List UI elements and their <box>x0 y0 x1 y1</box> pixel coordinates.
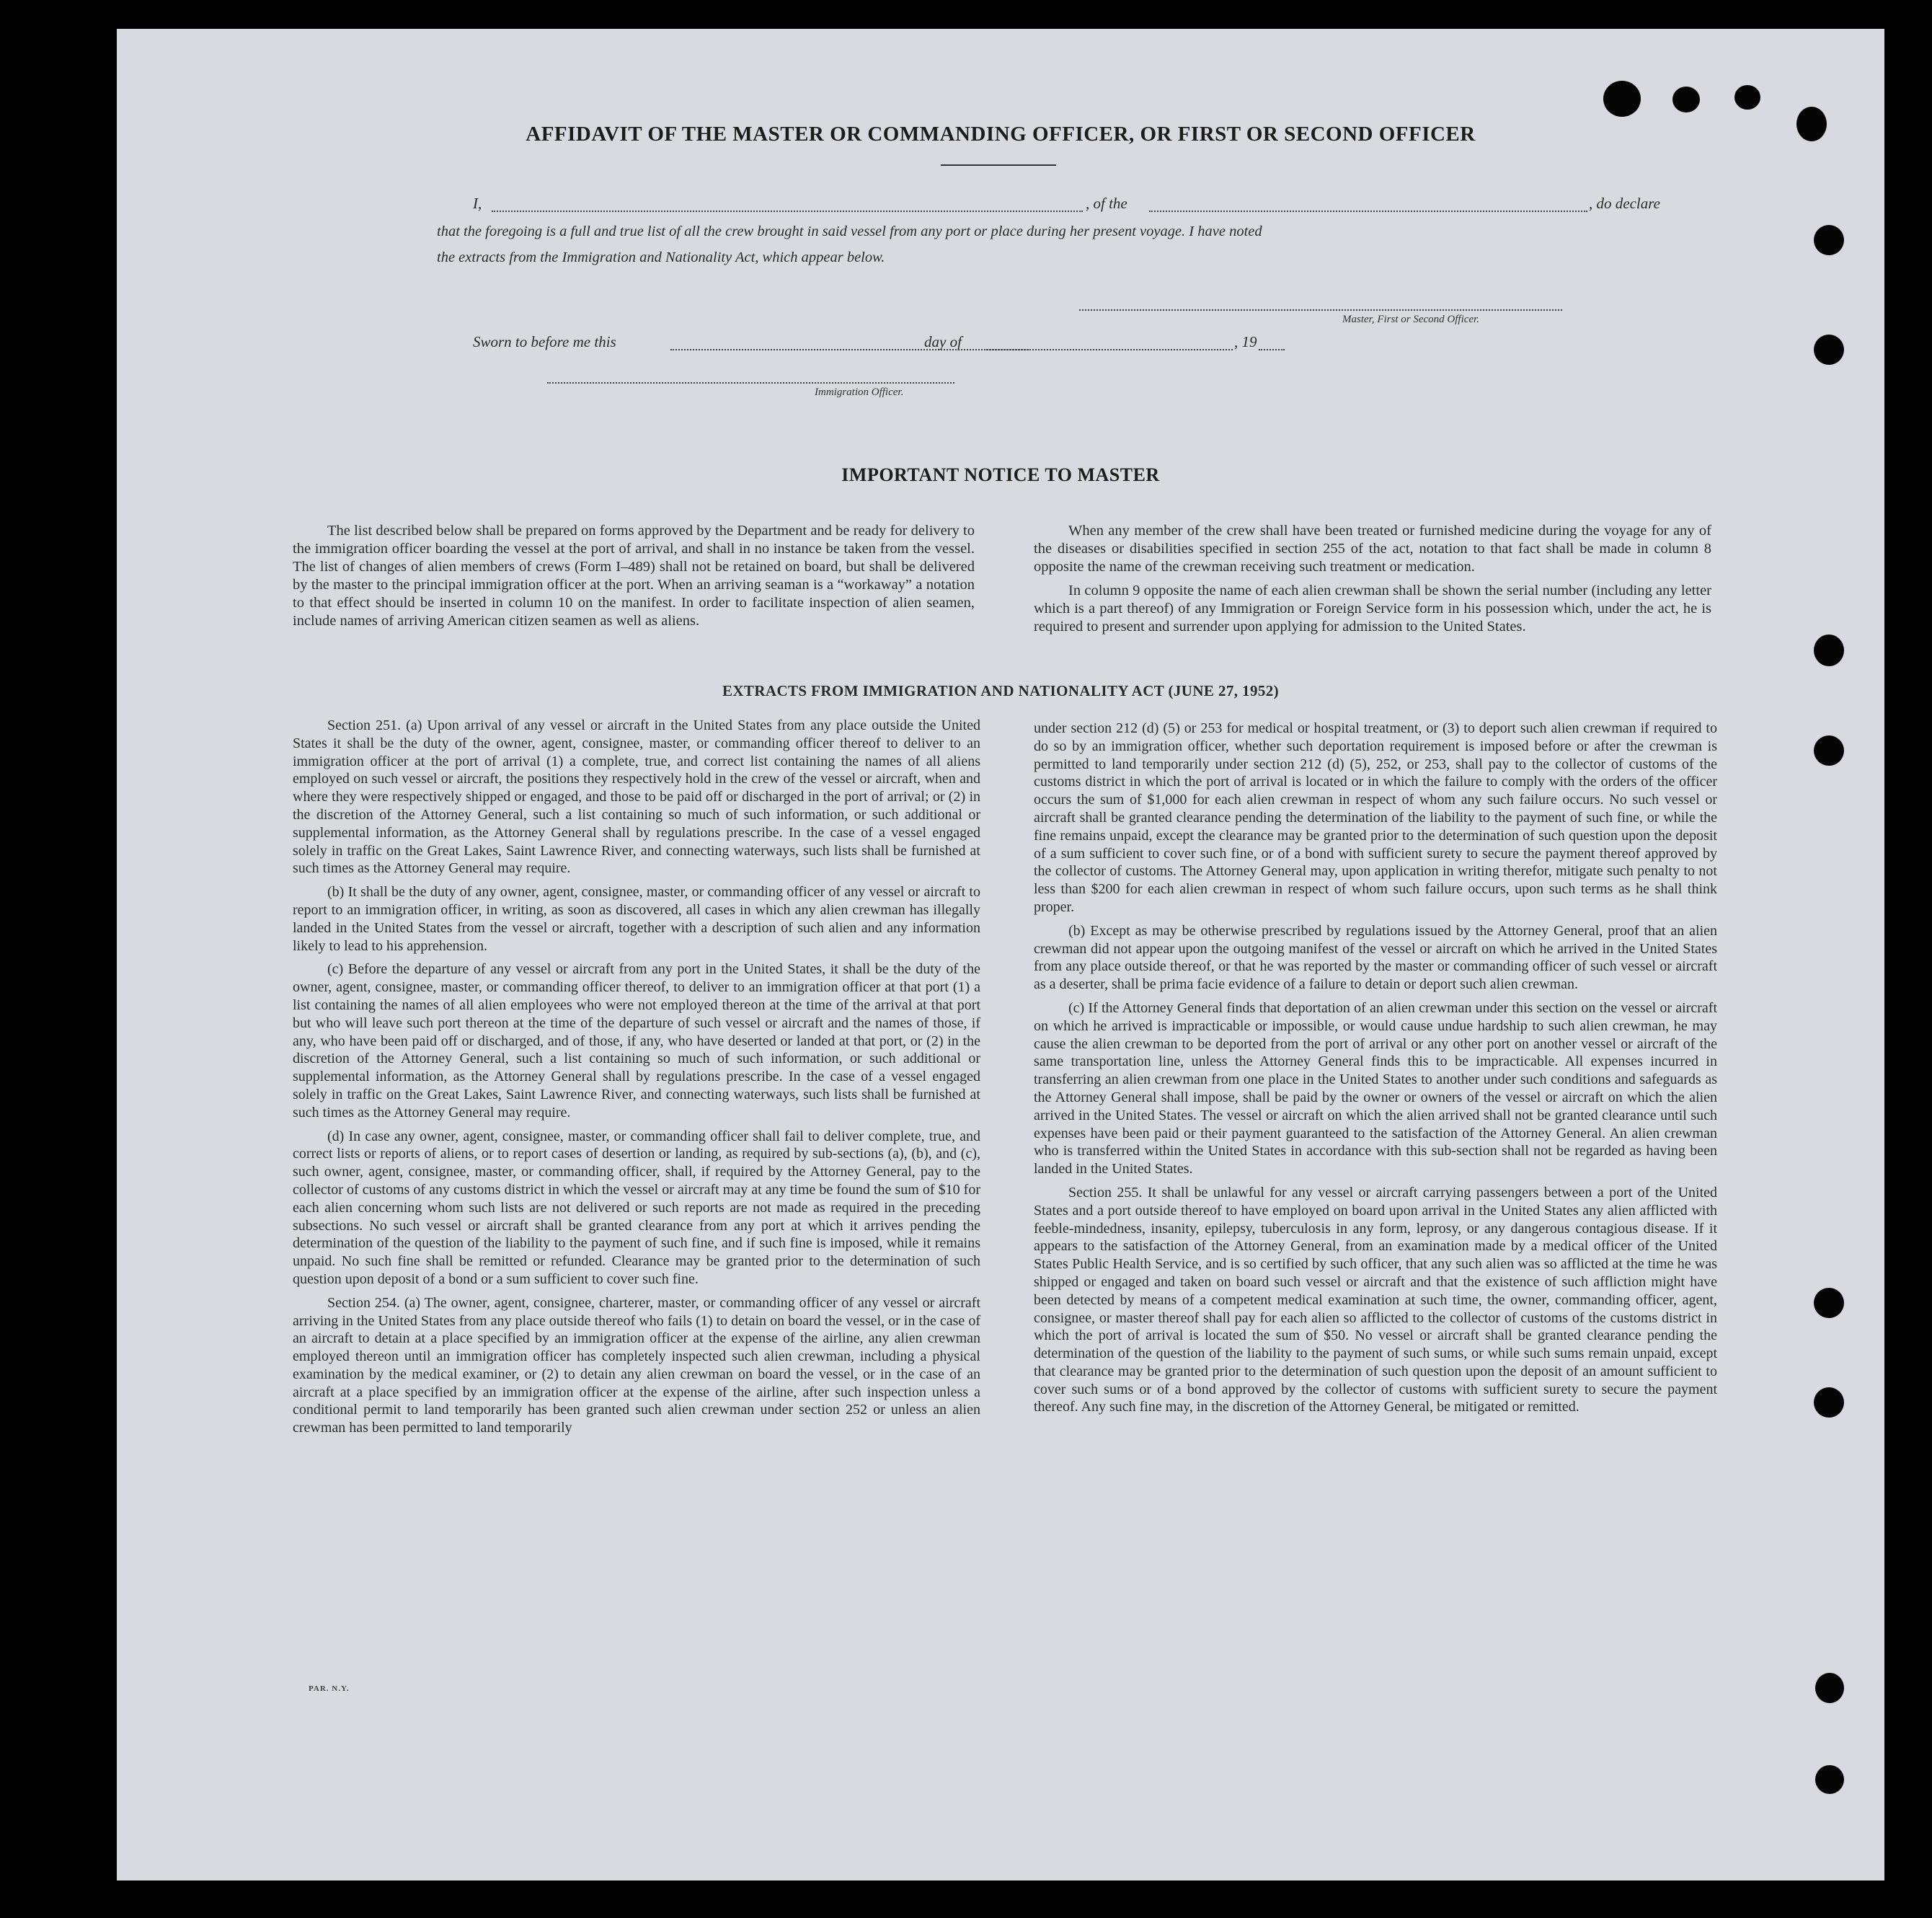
notice-left-paragraph: The list described below shall be prepared on forms approved by the Department and be ready for delivery to the immigration officer boarding the vessel at the port of arrival, and shall in no instance be taken from the vessel. The list of changes of alien members of crews (Form I–489) shall not be retained on board, but shall be delivered by the master to the principal immigration officer at the port. When an arriving seaman is a “workaway” a notation to that effect should be inserted in column 10 on the manifest. In order to facilitate inspection of alien seamen, include names of arriving American citizen seamen as well as aliens. <box>293 523 975 629</box>
extracts-right-column <box>1034 720 1717 1422</box>
punch-hole <box>1814 635 1844 666</box>
day-of-label: day of <box>924 333 962 350</box>
punch-hole <box>1815 1765 1844 1794</box>
section-254-c: (c) If the Attorney General finds that deportation of an alien crewman under this section on the vessel or aircraft on which he arrived is impracticable or impossible, or would cause undue hardship to such alien crewman, he may cause the alien crewman to be deported from the port of arrival or any other port on another vessel or aircraft of the same transportation line, unless the Attorney General finds this to be impracticable. All expenses incurred in transferring an alien crewman from one place in the United States to another under such conditions and safeguards as the Attorney General shall impose, shall be paid by the owner or owners of the vessel or aircraft on which the alien arrived in the United States. The vessel or aircraft on which the alien arrived shall not be granted clearance until such expenses have been paid or their payment guaranteed to the satisfaction of the Attorney General. An alien crewman who is transferred within the United States in accordance with this sub-section shall not be regarded as having been landed in the United States. <box>1034 999 1717 1177</box>
immigration-officer-signature-field[interactable] <box>547 382 954 384</box>
section-251-a: Section 251. (a) Upon arrival of any vessel or aircraft in the United States from any place outside the United States it shall be the duty of the owner, agent, consignee, master, or commanding officer thereof to deliver to an immigration officer at the port of arrival (1) a complete, true, and correct list containing the names of all aliens employed on such vessel or aircraft, the positions they respectively hold in the crew of the vessel or aircraft, when and where they were respectively shipped or engaged, and those to be paid off or discharged in the port of arrival; or (2) in the discretion of the Attorney General, such a list containing so much of such information, or such additional or supplemental information, as the Attorney General shall by regulations prescribe. In the case of a vessel engaged solely in traffic on the Great Lakes, Saint Lawrence River, and connecting waterways, such lists shall be furnished at such times as the Attorney General may require. <box>293 717 980 877</box>
sworn-month-field[interactable] <box>986 349 1233 350</box>
punch-hole <box>1734 85 1760 110</box>
section-254-a-continued: under section 212 (d) (5) or 253 for medical or hospital treatment, or (3) to deport such alien crewman if required to do so by an immigration officer, whether such deportation requirement is imposed before or after the crewman is permitted to land temporarily under section 212 (d) (5), 252, or 253, shall pay to the collector of customs of the customs district in which the port of arrival is located or in which the failure to comply with the orders of the officer occurs the sum of $1,000 for each alien crewman in respect of whom any such failure occurs. No such vessel or aircraft shall be granted clearance pending the determination of the liability to the payment of such fine, or while the fine remains unpaid, except the clearance may be granted prior to the determination of such question upon the deposit of a sum sufficient to cover such fine, or of a bond with sufficient surety to secure the payment thereof approved by the collector of customs. The Attorney General may, upon application in writing therefor, mitigate such penalty to not less than $200 for each alien crewman in respect of whom such failure occurs, upon such terms as he shall think proper. <box>1034 720 1717 915</box>
section-254-a: Section 254. (a) The owner, agent, consignee, charterer, master, or commanding officer of any vessel or aircraft arriving in the United States from any place outside thereof who fails (1) to detain on board the vessel, or in the case of an aircraft to detain at a place specified by an immigration officer at the expense of the airline, any alien crewman employed thereon until an immigration officer has completely inspected such alien crewman, including a physical examination by the medical examiner, or (2) to detain any alien crewman on board the vessel, or in the case of an aircraft at a place specified by an immigration officer at the expense of the airline, after such inspection unless a conditional permit to land temporarily has been granted such alien crewman under section 252 or unless an alien crewman has been permitted to land temporarily <box>293 1294 980 1436</box>
punch-hole <box>1672 87 1700 112</box>
affidavit-i-label: I, <box>473 195 482 212</box>
punch-hole <box>1814 225 1844 255</box>
sworn-year-field[interactable] <box>1259 349 1285 350</box>
printer-mark: PAR. N.Y. <box>309 1684 350 1693</box>
extracts-left-column <box>293 717 980 1437</box>
extracts-title: EXTRACTS FROM IMMIGRATION AND NATIONALITY ACT (JUNE 27, 1952) <box>722 682 1280 699</box>
notice-left-column <box>293 522 975 636</box>
affidavit-title: AFFIDAVIT OF THE MASTER OR COMMANDING OFFICER, OR FIRST OR SECOND OFFICER <box>526 123 1476 146</box>
immigration-officer-caption: Immigration Officer. <box>815 386 904 398</box>
punch-hole <box>1815 1673 1844 1703</box>
notice-right-column <box>1034 522 1711 642</box>
punch-hole <box>1603 81 1641 117</box>
punch-hole <box>1796 107 1827 141</box>
notice-right-paragraph-2: In column 9 opposite the name of each alien crewman shall be shown the serial number (including any letter which is a part thereof) of any Immigration or Foreign Service form in his possession which, under the act, he is required to present and surrender upon applying for admission to the United States. <box>1034 583 1711 635</box>
affidavit-text-line3: the extracts from the Immigration and Nationality Act, which appear below. <box>437 249 885 265</box>
punch-hole <box>1814 735 1844 766</box>
affidavit-declare-label: , do declare <box>1589 195 1660 212</box>
section-251-c: (c) Before the departure of any vessel or aircraft from any port in the United States, it shall be the duty of the owner, agent, consignee, master, or commanding officer thereof, to deliver to an immigration officer at that port (1) a list containing the names of all alien employees who were not employed thereon at the time of the arrival at that port but who will leave such port thereon at the time of the departure of such vessel or aircraft and the names of those, if any, who have been paid off or discharged, and of those, if any, who have deserted or landed at that port, or (2) in the discretion of the Attorney General, such a list containing so much of such information, or such additional or supplemental information, as the Attorney General shall by regulations prescribe. In the case of a vessel engaged solely in traffic on the Great Lakes, Saint Lawrence River, and connecting waterways, such lists shall be furnished at such times as the Attorney General may require. <box>293 961 980 1121</box>
punch-hole <box>1814 335 1844 365</box>
document-page <box>117 29 1884 1881</box>
title-divider <box>941 164 1056 166</box>
section-251-d: (d) In case any owner, agent, consignee, master, or commanding officer shall fail to deliver complete, true, and correct lists or reports of aliens, or to report cases of desertion or landing, as required by sub-sections (a), (b), and (c), such owner, agent, consignee, master, or commanding officer, shall, if required by the Attorney General, pay to the collector of customs of any customs district in which the vessel or aircraft may at any time be found the sum of $10 for each alien concerning whom such lists are not delivered or such reports are not made as required in the preceding subsections. No such vessel or aircraft shall be granted clearance from any port at which it arrives pending the determination of the question of the liability to the payment of such fine, and if such fine is imposed, while it remains unpaid. No such fine shall be remitted or refunded. Clearance may be granted prior to the determination of such question upon deposit of a bond or a sum sufficient to cover such fine. <box>293 1128 980 1287</box>
punch-hole <box>1814 1387 1844 1418</box>
vessel-name-field[interactable] <box>1149 211 1587 212</box>
affidavit-of-the-label: , of the <box>1086 195 1127 212</box>
sworn-label: Sworn to before me this <box>473 333 616 350</box>
sworn-day-field[interactable] <box>670 349 1031 350</box>
punch-hole <box>1814 1288 1844 1318</box>
declarant-name-field[interactable] <box>492 211 1083 212</box>
section-251-b: (b) It shall be the duty of any owner, agent, consignee, master, or commanding officer of any vessel or aircraft to report to an immigration officer, in writing, as soon as discovered, all cases in which any alien crewman has illegally landed in the United States from the vessel or aircraft, together with a description of such alien and any information likely to lead to his apprehension. <box>293 884 980 954</box>
affidavit-text-line2: that the foregoing is a full and true list of all the crew brought in said vessel from any port or place during her present voyage. I have noted <box>437 224 1262 239</box>
master-signature-field[interactable] <box>1079 309 1562 311</box>
notice-right-paragraph-1: When any member of the crew shall have been treated or furnished medicine during the voyage for any of the diseases or disabilities specified in section 255 of the act, notation to that fact shall be made in column 8 opposite the name of the crewman receiving such treatment or medication. <box>1034 523 1711 575</box>
notice-title: IMPORTANT NOTICE TO MASTER <box>841 464 1160 485</box>
year-label: , 19 <box>1234 333 1257 350</box>
master-signature-caption: Master, First or Second Officer. <box>1342 314 1479 325</box>
section-255: Section 255. It shall be unlawful for any vessel or aircraft carrying passengers between a port of the United States and a port outside thereof to have employed on board upon arrival in the United States any alien afflicted with feeble-mindedness, insanity, epilepsy, tuberculosis in any form, leprosy, or any dangerous contagious disease. If it appears to the satisfaction of the Attorney General, from an examination made by a medical officer of the United States Public Health Service, and is so certified by such officer, that any such alien was so afflicted at the time he was shipped or engaged and taken on board such vessel or aircraft and that the existence of such affliction might have been detected by means of a competent medical examination at such time, the owner, commanding officer, agent, consignee, or master thereof shall pay for each alien so afflicted to the collector of customs of the customs district in which the port of arrival is located the sum of $50. No vessel or aircraft shall be granted clearance pending the determination of the question of the liability to the payment of such sums, or while such sums remain unpaid, except that clearance may be granted prior to the determination of such question upon the deposit of an amount sufficient to cover such sums or of a bond approved by the collector of customs with sufficient surety to secure the payment thereof. Any such fine may, in the discretion of the Attorney General, be mitigated or remitted. <box>1034 1184 1717 1415</box>
section-254-b: (b) Except as may be otherwise prescribed by regulations issued by the Attorney General, proof that an alien crewman did not appear upon the outgoing manifest of the vessel or aircraft on which he arrived in the United States from any place outside thereof, or that he was reported by the master or commanding officer of such vessel or aircraft as a deserter, shall be prima facie evidence of a failure to detain or deport such alien crewman. <box>1034 922 1717 993</box>
